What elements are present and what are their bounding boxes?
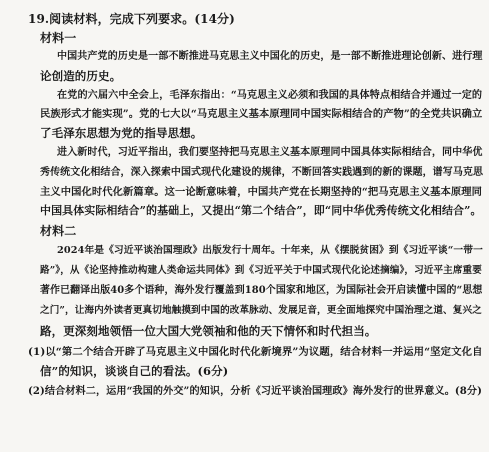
question-header: 19.阅读材料，完成下列要求。(14分) (28, 12, 235, 26)
material1-p3-line4: 中国具体实际相结合”的基础上，又提出“第二个结合”，即“同中华优秀传统文化相结合”。 (40, 204, 482, 217)
material2-p1-line4: 之门”，让海内外读者更真切地触摸到中国的改革脉动、发展足音，更全面地探究中国治理之道、复兴之 (40, 305, 482, 316)
material2-title: 材料二 (40, 224, 77, 238)
material2-p1-line3: 著作已翻译出版40多个语种，海外发行覆盖到180个国家和地区，为国际社会开启读懂中国的“思想 (40, 285, 483, 296)
material2-p1-line2: 路”》，从《论坚持推动构建人类命运共同体》到《习近平关于中国式现代化论述摘编》，习近平主席重要 (40, 265, 482, 276)
material2-p1-line1: 2024年是《习近平谈治国理政》出版发行十周年。十年来，从《摆脱贫困》到《习近平谈“一带一 (57, 245, 483, 256)
material1-p2-line3: 了毛泽东思想为党的指导思想。 (40, 126, 203, 140)
material1-p3-line1: 进入新时代，习近平指出，我们要坚持把马克思主义基本原理同中国具体实际相结合，同中华优 (57, 147, 483, 158)
material1-p2-line2: 民族形式才能实现”。党的七大以“马克思主义基本原理同中国实际相结合的产物”的全党共识确立 (40, 108, 483, 120)
material1-p2-line1: 在党的六届六中全会上，毛泽东指出：“马克思主义必须和我国的具体特点相结合并通过一定的 (57, 89, 483, 101)
material1-p3-line2: 秀传统文化相结合，深入探索中国式现代化建设的规律，不断回答实践遇到的新的课题，谱写马克思 (40, 167, 484, 178)
material1-p3-line3: 主义中国化时代化新篇章。这一论断意味着，中国共产党在长期坚持的“把马克思主义基本原理同 (40, 186, 483, 198)
question2-line1: (2)结合材料二，运用“我国的外交”的知识，分析《习近平谈治国理政》海外发行的世界意义。(8分) (28, 385, 483, 397)
material2-p1-line5: 路，更深刻地领悟一位大国大党领袖和他的天下情怀和时代担当。 (40, 324, 377, 338)
material1-p1-line2: 论创造的历史。 (40, 69, 122, 83)
material1-title: 材料一 (40, 31, 77, 45)
material1-p1-line1: 中国共产党的历史是一部不断推进马克思主义中国化的历史，是一部不断推进理论创新、进行理 (57, 51, 483, 62)
question1-line1: (1)以“第二个结合开辟了马克思主义中国化时代化新境界”为议题，结合材料一并运用“坚定文化自 (28, 346, 483, 358)
question1-line2: 信”的知识，谈谈自己的看法。(6分) (40, 364, 229, 378)
